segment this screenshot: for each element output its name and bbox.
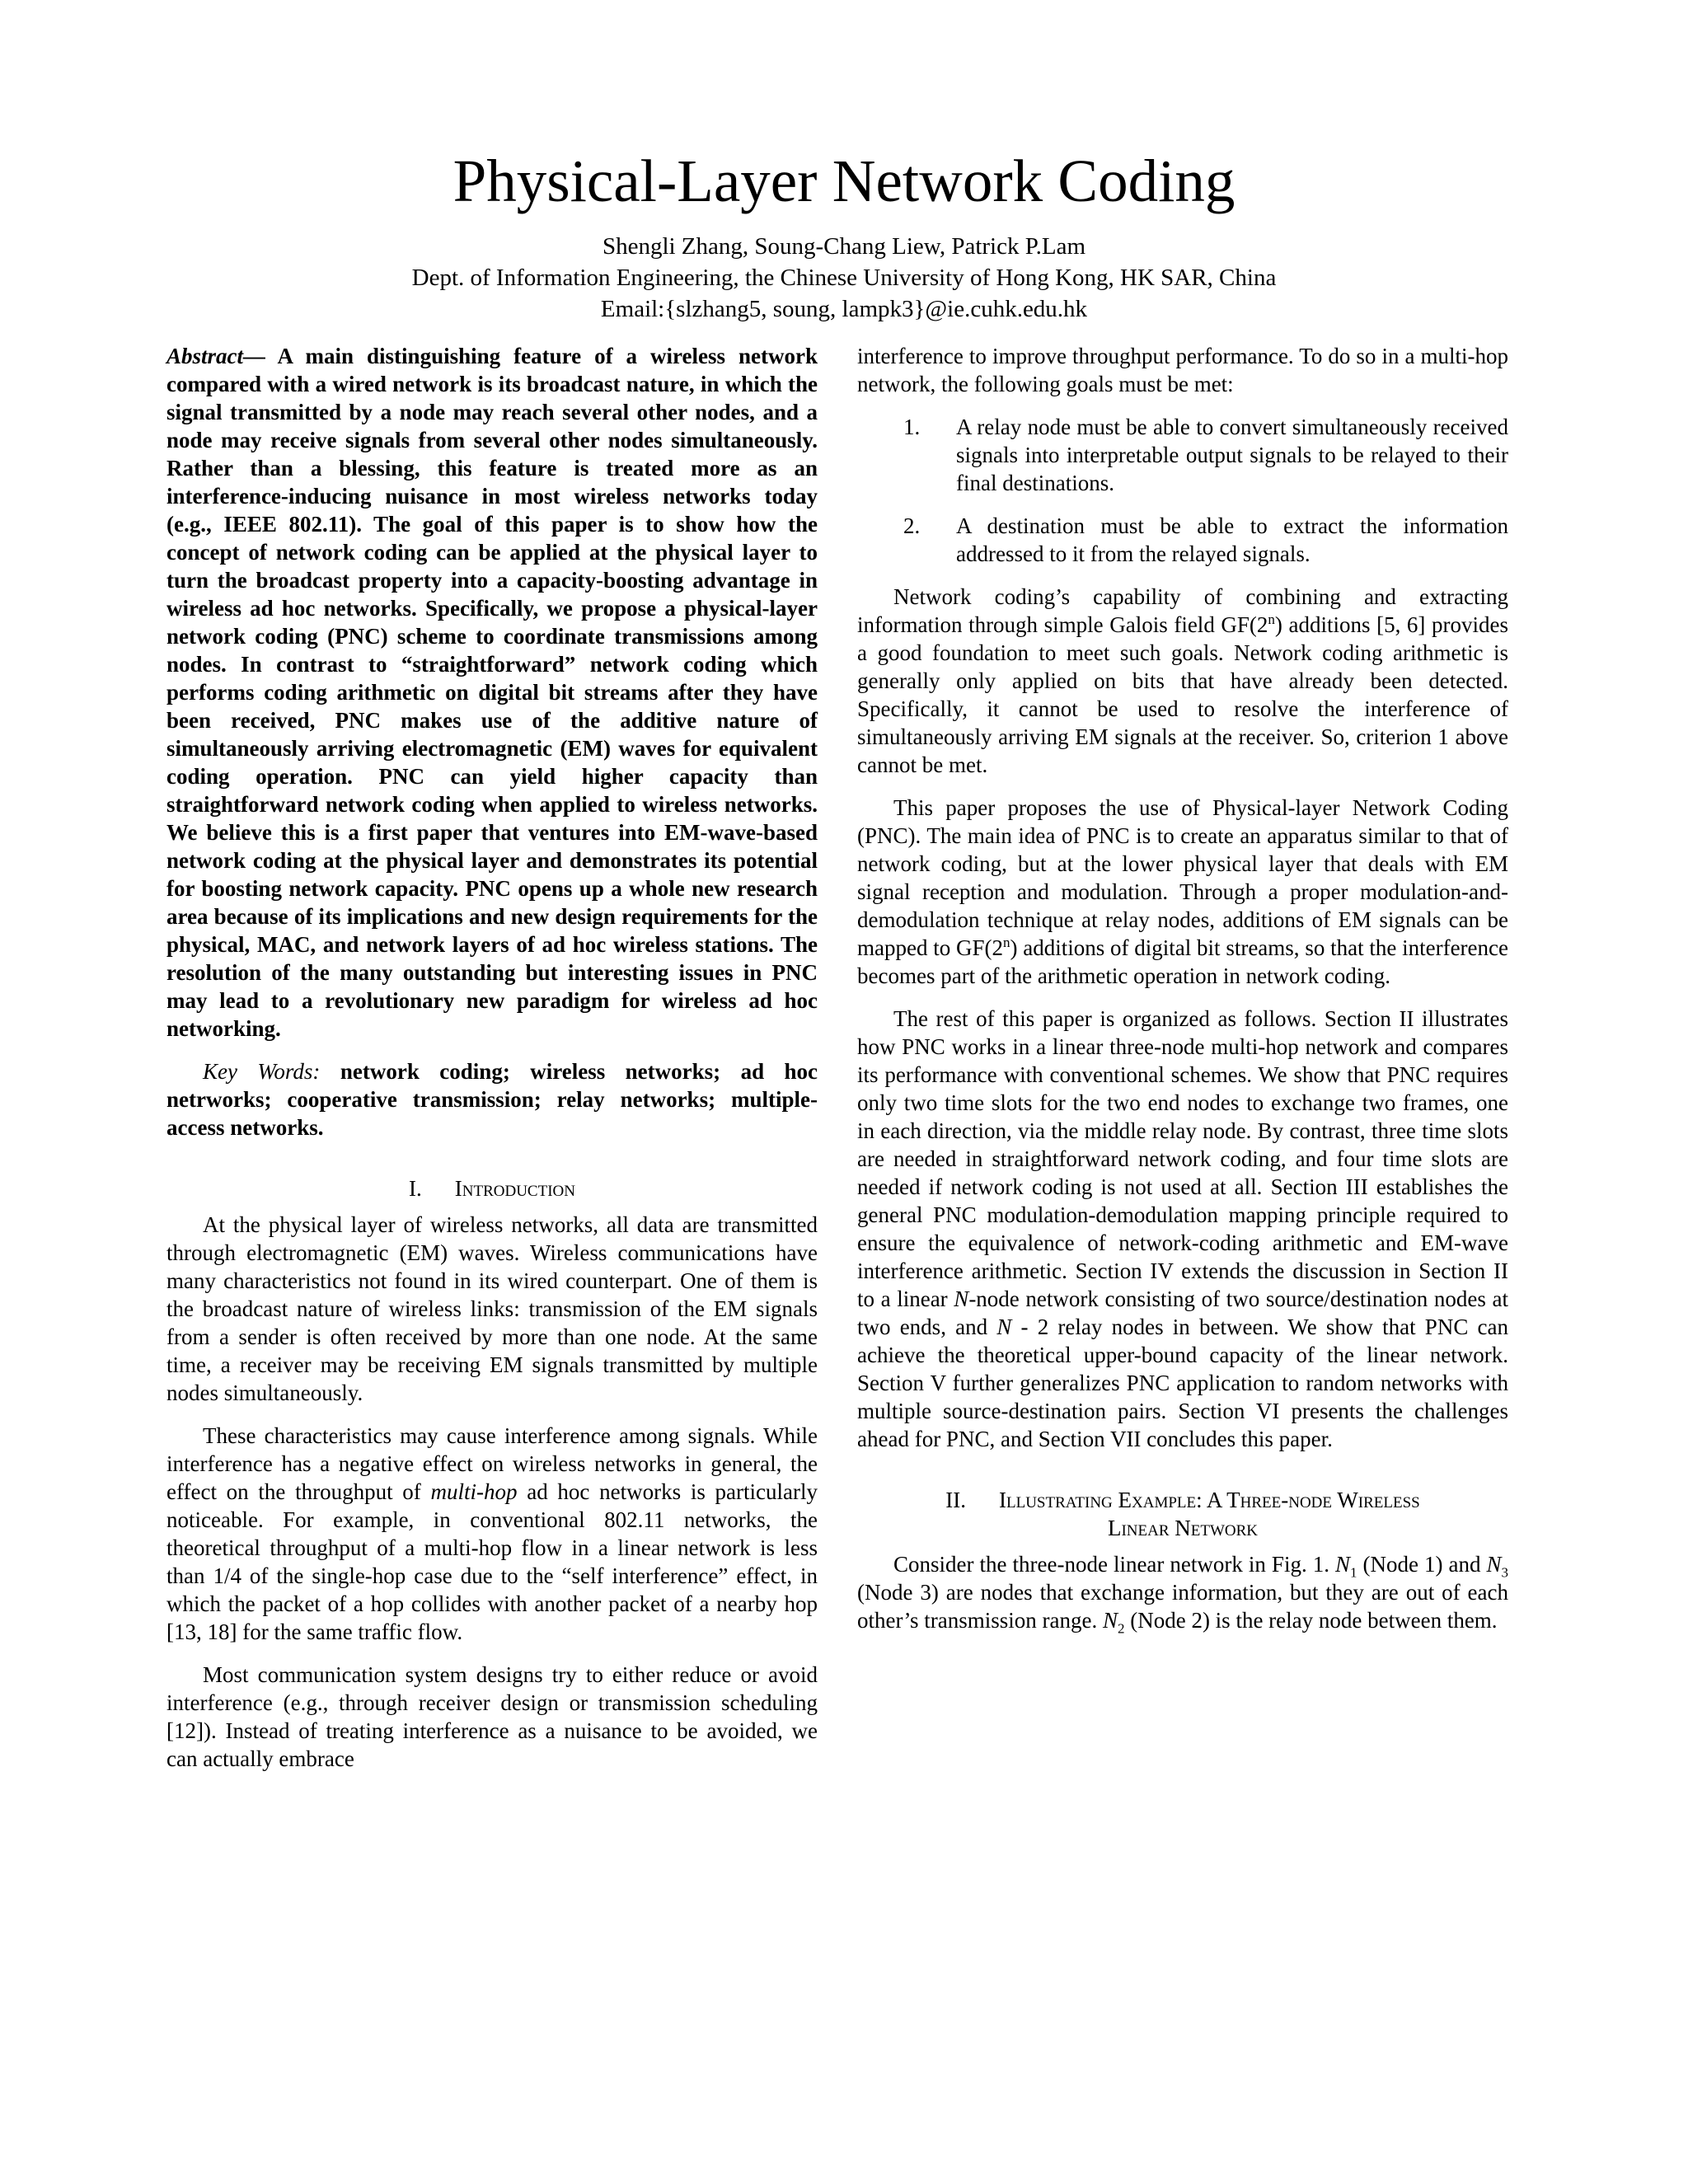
right-column (857, 342, 1508, 1649)
list-item-text: A destination must be able to extract the information addressed to it from the relayed signals. (956, 513, 1508, 566)
section-number: I. (409, 1176, 422, 1201)
goal-list (857, 413, 1508, 568)
body-paragraph (857, 1550, 1508, 1637)
text-run: -node network consisting of two source/destination nodes at two ends, and (857, 1286, 1508, 1339)
left-column (166, 342, 818, 1788)
abstract (166, 342, 818, 1043)
list-item (857, 512, 1508, 568)
list-marker: 2. (903, 513, 921, 538)
section-title-line: Linear Network (1107, 1516, 1259, 1540)
author-list: Shengli Zhang, Soung-Chang Liew, Patrick P.Lam (602, 233, 1086, 260)
list-item-text: A relay node must be able to convert simultaneously received signals into interpretable output signals to be relayed to their final destinations. (956, 415, 1508, 495)
text-run: - 2 relay nodes in between. We show that PNC can achieve the theoretical upper-bound capacity of the linear network. Section V further generalizes PNC application to random networks with multiple source-destination pairs. Section VI presents the challenges ahead for PNC, and Section VII concludes this paper. (857, 1315, 1508, 1451)
body-paragraph (857, 583, 1508, 779)
text-run: These characteristics may cause interference among signals. While interference has a negative effect on wireless networks in general, the effect on the throughput of (166, 1423, 818, 1504)
text-run: Consider the three-node linear network in Fig. 1. (893, 1552, 1335, 1577)
text-run: (Node 1) and (1357, 1552, 1487, 1577)
subscript: 3 (1501, 1564, 1508, 1581)
math-symbol: N (996, 1315, 1012, 1339)
text-run: ) additions of digital bit streams, so that the interference becomes part of the arithmetic operation in network coding. (857, 935, 1508, 988)
subscript: 2 (1117, 1620, 1125, 1637)
math-symbol: N (954, 1286, 969, 1311)
text-run: The rest of this paper is organized as follows. Section II illustrates how PNC works in a linear three-node multi-hop network and compares its performance with conventional schemes. We show that PNC requires only two time slots for the two end nodes to exchange two frames, one in each direction, via the middle relay node. By contrast, three time slots are needed in straightforward network coding, and four time slots are needed if network coding is not used at all. Section III establishes the general PNC modulation-demodulation mapping principle required to ensure the equivalence of network-coding arithmetic and EM-wave interference arithmetic. Section IV extends the discussion in Section II to a linear (857, 1006, 1508, 1311)
body-paragraph (857, 1005, 1508, 1453)
section-heading-introduction (166, 1174, 818, 1202)
math-symbol: N (1334, 1552, 1350, 1577)
section-number: II. (945, 1488, 966, 1512)
keywords (166, 1057, 818, 1141)
math-symbol: N (1102, 1608, 1118, 1633)
text-run: Network coding’s capability of combining and extracting information through simple Galois field GF(2 (857, 584, 1508, 637)
superscript: n (1003, 935, 1010, 950)
list-item (857, 413, 1508, 497)
text-run: ) additions [5, 6] provides a good foundation to meet such goals. Network coding arithmetic is generally only applied on bits that have already been detected. Specifically, it cannot be used to resolve the interference of simultaneously arriving EM signals at the receiver. So, criterion 1 above cannot be met. (857, 612, 1509, 777)
list-marker: 1. (903, 415, 921, 439)
keywords-lead: Key Words: (203, 1059, 321, 1084)
abstract-lead: Abstract— (166, 344, 266, 368)
text-run: (Node 2) is the relay node between them. (1124, 1608, 1498, 1633)
section-heading-illustrating-example (857, 1486, 1508, 1542)
italic-term: multi-hop (430, 1479, 518, 1504)
body-paragraph: interference to improve throughput performance. To do so in a multi-hop network, the following goals must be met: (857, 344, 1508, 396)
subscript: 1 (1349, 1564, 1357, 1581)
author-email: Email:{slzhang5, soung, lampk3}@ie.cuhk.edu.hk (600, 296, 1088, 322)
paper-header (0, 140, 1688, 325)
abstract-text: A main distinguishing feature of a wireless network compared with a wired network is its broadcast nature, in which the signal transmitted by a node may reach several other nodes, and a node may receive signals from several other nodes simultaneously. Rather than a blessing, this feature is treated more as an interference-inducing nuisance in most wireless networks today (e.g., IEEE 802.11). The goal of this paper is to show how the concept of network coding can be applied at the physical layer to turn the broadcast property into a capacity-boosting advantage in wireless ad hoc networks. Specifically, we propose a physical-layer network coding (PNC) scheme to coordinate transmissions among nodes. In contrast to “straightforward” network coding which performs coding arithmetic on digital bit streams after they have been received, PNC makes use of the additive nature of simultaneously arriving electromagnetic (EM) waves for equivalent coding operation. PNC can yield higher capacity than straightforward network coding when applied to wireless networks. We believe this is a first paper that ventures into EM-wave-based network coding at the physical layer and demonstrates its potential for boosting network capacity. PNC opens up a whole new research area because of its implications and new design requirements for the physical, MAC, and network layers of ad hoc wireless stations. The resolution of the many outstanding but interesting issues in PNC may lead to a revolutionary new paradigm for wireless ad hoc networking. (166, 344, 818, 1041)
superscript: n (1268, 612, 1275, 627)
math-symbol: N (1486, 1552, 1502, 1577)
paper-title: Physical-Layer Network Coding (452, 148, 1236, 214)
intro-paragraph: Most communication system designs try to either reduce or avoid interference (e.g., through receiver design or transmission scheduling [12]). Instead of treating interference as a nuisance to be avoided, we can actually embrace (166, 1662, 818, 1771)
section-title-line: Illustrating Example: A Three-node Wireless (999, 1488, 1420, 1512)
text-run: This paper proposes the use of Physical-layer Network Coding (PNC). The main idea of PNC is to create an apparatus similar to that of network coding, but at the lower physical layer that deals with EM signal reception and modulation. Through a proper modulation-and-demodulation technique at relay nodes, additions of EM signals can be mapped to GF(2 (857, 795, 1508, 960)
keywords-text: network coding; wireless networks; ad hoc netrworks; cooperative transmission; relay networks; multiple-access networks. (166, 1059, 818, 1140)
section-title: Introduction (454, 1176, 575, 1201)
intro-paragraph: At the physical layer of wireless networks, all data are transmitted through electromagnetic (EM) waves. Wireless communications have many characteristics not found in its wired counterpart. One of them is the broadcast nature of wireless links: transmission of the EM signals from a sender is often received by more than one node. At the same time, a receiver may be receiving EM signals transmitted by multiple nodes simultaneously. (166, 1212, 818, 1405)
body-paragraph (857, 794, 1508, 990)
intro-paragraph (166, 1422, 818, 1646)
affiliation: Dept. of Information Engineering, the Chinese University of Hong Kong, HK SAR, China (411, 265, 1277, 291)
text-run: (Node 3) are nodes that exchange information, but they are out of each other’s transmission range. (857, 1580, 1508, 1633)
text-run: ad hoc networks is particularly noticeable. For example, in conventional 802.11 networks, the theoretical throughput of a multi-hop flow in a linear network is less than 1/4 of the single-hop case due to the “self interference” effect, in which the packet of a hop collides with another packet of a nearby hop [13, 18] for the same traffic flow. (166, 1479, 818, 1644)
